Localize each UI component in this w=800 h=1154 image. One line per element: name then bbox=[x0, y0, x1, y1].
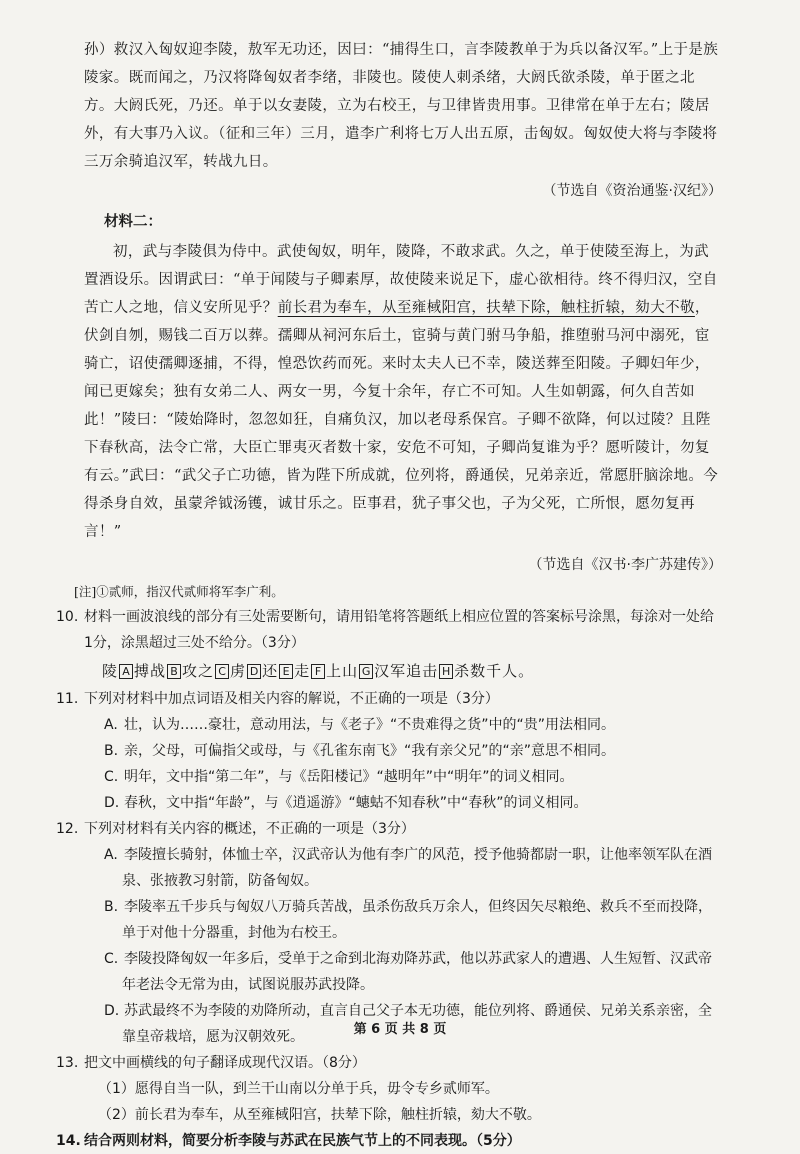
question-text: 下列对材料中加点词语及相关内容的解说，不正确的一项是（3分） bbox=[84, 691, 499, 707]
segment: 汉军追击 bbox=[374, 662, 439, 680]
mark-box-g[interactable]: G bbox=[359, 664, 373, 679]
question-13 bbox=[56, 1050, 722, 1128]
option-text: 壮，认为……豪壮，意动用法，与《老子》“不贵难得之货”中的“贵”用法相同。 bbox=[124, 717, 616, 733]
option-c[interactable] bbox=[102, 764, 722, 790]
question-text: 结合两则材料，简要分析李陵与苏武在民族气节上的不同表现。（5分） bbox=[84, 1133, 521, 1149]
option-text: 李陵投降匈奴一年多后，受单于之命到北海劝降苏武，他以苏武家人的遭遇、人生短暂、汉武帝年老法令无常为由，试图说服苏武投降。 bbox=[122, 951, 712, 993]
mark-box-c[interactable]: C bbox=[215, 664, 229, 679]
material2-text-a: 初，武与李陵俱为侍中。武使匈奴，明年，陵降，不敢求武。久之，单于使陵至海上，为武置酒设乐。因谓武曰：“单于闻陵与子卿素厚，故使陵来说足下，虚心欲相待。终不得归汉，空自苦亡人之地，信义安所见乎？ bbox=[84, 244, 718, 316]
material2-underlined-sentence: 前长君为奉车，从至雍棫阳宫，扶辇下除，触柱折辕，劾大不敬 bbox=[277, 300, 695, 316]
option-text: 苏武最终不为李陵的劝降所动，直言自己父子本无功德，能位列将、爵通侯、兄弟关系亲密，全靠皇帝栽培，愿为汉朝效死。 bbox=[122, 1003, 712, 1045]
option-c[interactable] bbox=[102, 946, 722, 998]
footnote: [注]①贰师，指汉代贰师将军李广利。 bbox=[74, 584, 284, 599]
question-text: 下列对材料有关内容的概述，不正确的一项是（3分） bbox=[84, 821, 415, 837]
question-10 bbox=[56, 604, 722, 656]
option-label: A. bbox=[104, 717, 118, 733]
question-number: 10. bbox=[56, 609, 79, 625]
question-number: 13. bbox=[56, 1055, 79, 1071]
question-number: 11. bbox=[56, 691, 79, 707]
option-label: B. bbox=[104, 899, 119, 915]
material2-source: （节选自《汉书·李广苏建传》） bbox=[528, 557, 722, 573]
segment: 陵 bbox=[102, 662, 119, 680]
translation-item-2: （2）前长君为奉车，从至雍棫阳宫，扶辇下除，触柱折辕，劾大不敬。 bbox=[98, 1107, 541, 1123]
option-label: A. bbox=[104, 847, 118, 863]
question-12 bbox=[56, 816, 722, 1050]
mark-box-b[interactable]: B bbox=[167, 664, 181, 679]
option-b[interactable] bbox=[102, 894, 722, 946]
option-label: C. bbox=[104, 951, 119, 967]
punctuation-mark-line bbox=[102, 656, 722, 686]
option-text: 春秋，文中指“年龄”，与《逍遥游》“蟪蛄不知春秋”中“春秋”的词义相同。 bbox=[124, 795, 588, 811]
translation-item-1: （1）愿得自当一队，到兰干山南以分单于兵，毋令专乡贰师军。 bbox=[98, 1081, 499, 1097]
option-text: 李陵擅长骑射，体恤士卒，汉武帝认为他有李广的风范，授予他骑都尉一职，让他率领军队在酒泉、张掖教习射箭，防备匈奴。 bbox=[122, 847, 712, 889]
option-d[interactable] bbox=[102, 790, 722, 816]
segment: 上山 bbox=[326, 662, 359, 680]
option-label: C. bbox=[104, 769, 119, 785]
segment: 搏战 bbox=[134, 662, 167, 680]
question-number: 14. bbox=[56, 1133, 81, 1149]
option-label: D. bbox=[104, 1003, 120, 1019]
mark-box-d[interactable]: D bbox=[247, 664, 261, 679]
segment: 虏 bbox=[230, 662, 247, 680]
segment: 攻之 bbox=[182, 662, 215, 680]
option-text: 李陵率五千步兵与匈奴八万骑兵苦战，虽杀伤敌兵万余人，但终因矢尽粮绝、救兵不至而投降，单于对他十分器重，封他为右校王。 bbox=[122, 899, 712, 941]
option-text: 亲，父母，可偏指父或母，与《孔雀东南飞》“我有亲父兄”的“亲”意思不相同。 bbox=[124, 743, 616, 759]
question-text: 材料一画波浪线的部分有三处需要断句，请用铅笔将答题纸上相应位置的答案标号涂黑，每涂对一处给1分，涂黑超过三处不给分。（3分） bbox=[84, 609, 714, 651]
mark-box-h[interactable]: H bbox=[439, 664, 453, 679]
segment: 走 bbox=[294, 662, 311, 680]
material2-paragraph bbox=[84, 238, 722, 546]
material2-title: 材料二： bbox=[104, 214, 162, 230]
material1-source: （节选自《资治通鉴·汉纪》） bbox=[542, 183, 722, 199]
question-text: 把文中画横线的句子翻译成现代汉语。（8分） bbox=[84, 1055, 366, 1071]
mark-box-f[interactable]: F bbox=[311, 664, 325, 679]
mark-box-a[interactable]: A bbox=[119, 664, 133, 679]
question-number: 12. bbox=[56, 821, 79, 837]
option-b[interactable] bbox=[102, 738, 722, 764]
question-11 bbox=[56, 686, 722, 816]
option-label: D. bbox=[104, 795, 120, 811]
segment: 杀数千人。 bbox=[454, 662, 535, 680]
option-a[interactable] bbox=[102, 712, 722, 738]
option-a[interactable] bbox=[102, 842, 722, 894]
segment: 还 bbox=[262, 662, 279, 680]
material2-text-b: ，伏剑自刎，赐钱二百万以葬。孺卿从祠河东后土，宦骑与黄门驸马争船，推堕驸马河中溺死，宦骑亡，诏使孺卿逐捕，不得，惶恐饮药而死。来时太夫人已不幸，陵送葬至阳陵。子卿妇年少，闻已更嫁矣；独有女弟二人、两女一男，今复十余年，存亡不可知。人生如朝露，何久自苦如此！”陵曰：“陵始降时，忽忽如狂，自痛负汉，加以老母系保宫。子卿不欲降，何以过陵？且陛下春秋高，法令亡常，大臣亡罪夷灭者数十家，安危不可知，子卿尚复谁为乎？愿听陵计，勿复有云。”武曰：“武父子亡功德，皆为陛下所成就，位列将，爵通侯，兄弟亲近，常愿肝脑涂地。今得杀身自效，虽蒙斧钺汤镬，诚甘乐之。臣事君，犹子事父也，子为父死，亡所恨，愿勿复再言！” bbox=[84, 300, 719, 540]
option-label: B. bbox=[104, 743, 119, 759]
option-text: 明年，文中指“第二年”，与《岳阳楼记》“越明年”中“明年”的词义相同。 bbox=[124, 769, 574, 785]
mark-box-e[interactable]: E bbox=[279, 664, 293, 679]
material1-paragraph: 孙）救汉入匈奴迎李陵，敖军无功还，因曰：“捕得生口，言李陵教单于为兵以备汉军。”上于是族陵家。既而闻之，乃汉将降匈奴者李绪，非陵也。陵使人刺杀绪，大阏氏欲杀陵，单于匿之北方。大阏氏死，乃还。单于以女妻陵，立为右校王，与卫律皆贵用事。卫律常在单于左右；陵居外，有大事乃入议。（征和三年）三月，遣李广利将七万人出五原，击匈奴。匈奴使大将与李陵将三万余骑追汉军，转战九日。 bbox=[84, 42, 719, 170]
page-footer: 第 6 页 共 8 页 bbox=[353, 1022, 447, 1037]
